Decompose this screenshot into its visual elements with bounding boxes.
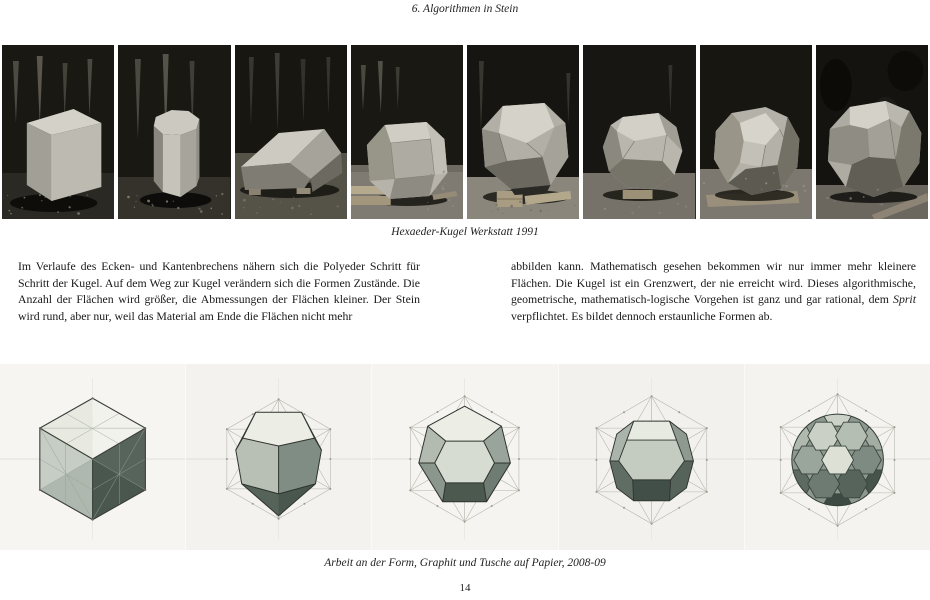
body-text-right-part2: verpflichtet. Es bildet dennoch erstaunliche Formen ab. xyxy=(511,308,773,323)
drawing-4-illustration xyxy=(559,364,744,550)
body-text-right-part1: abbilden kann. Mathematisch gesehen bekommen wir nur immer mehr kleinere Flächen. Die Kugel ist ein Grenzwert, der nie erreicht wird. Dieses algorithmische, geometrische, mathematisch-logische Vorgehen ist ganz und gar rational, dem xyxy=(511,259,916,307)
photo-1-illustration xyxy=(2,45,114,219)
photo-2-illustration xyxy=(118,45,230,219)
body-text-left-column: Im Verlaufe des Ecken- und Kantenbrechens nähern sich die Polyeder Schritt für Schritt der Kugel. Auf dem Weg zur Kugel verändern sich die Formen Zustände. Die Anzahl der Flächen wird größer, die Abmessungen der Flächen kleiner. Der Stein wird rund, aber nur, weil das Material am Ende die Flächen nicht mehr xyxy=(18,259,420,323)
body-text-right-column xyxy=(511,258,916,324)
drawing-1-cube xyxy=(0,364,186,550)
body-text-right-italic-word: Sprit xyxy=(893,292,916,307)
photo-7-illustration xyxy=(700,45,812,219)
photo-5-illustration xyxy=(467,45,579,219)
photo-3-chamfered-block xyxy=(235,45,347,219)
photo-strip-caption: Hexaeder-Kugel Werkstatt 1991 xyxy=(391,226,539,238)
photo-2-octagonal-prism xyxy=(118,45,230,219)
page-number: 14 xyxy=(459,582,471,594)
photo-5-faceted-polyhedron xyxy=(467,45,579,219)
drawing-3-illustration xyxy=(372,364,557,550)
photo-3-illustration xyxy=(235,45,347,219)
drawing-2-truncated-cube xyxy=(186,364,372,550)
drawing-strip-caption: Arbeit an der Form, Graphit und Tusche auf Papier, 2008-09 xyxy=(324,557,606,569)
drawing-5-illustration xyxy=(745,364,930,550)
photo-8-illustration xyxy=(816,45,928,219)
drawing-1-illustration xyxy=(0,364,185,550)
photo-1-cube xyxy=(2,45,114,219)
photo-strip xyxy=(2,45,928,219)
photo-8-near-sphere xyxy=(816,45,928,219)
drawing-3-truncated-octahedron xyxy=(372,364,558,550)
photo-4-truncated-cube xyxy=(351,45,463,219)
photo-7-many-faceted-sphere xyxy=(700,45,812,219)
photo-6-rounded-polyhedron xyxy=(583,45,695,219)
drawing-2-illustration xyxy=(186,364,371,550)
photo-6-illustration xyxy=(583,45,695,219)
drawing-5-hex-sphere xyxy=(745,364,930,550)
drawing-4-rounded-polyhedron xyxy=(559,364,745,550)
photo-4-illustration xyxy=(351,45,463,219)
drawing-strip xyxy=(0,364,930,550)
running-head: 6. Algorithmen in Stein xyxy=(411,3,519,15)
